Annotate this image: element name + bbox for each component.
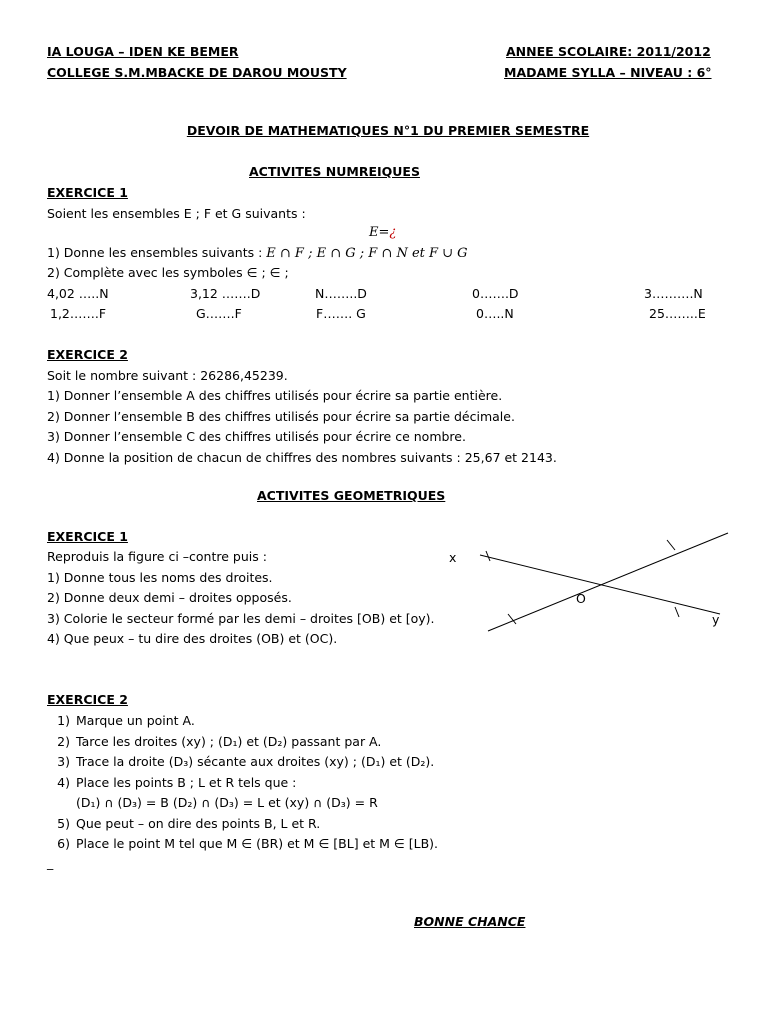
tick-mark: [667, 540, 675, 550]
list-item: [40, 816, 320, 831]
ex2-line: 2) Donner l’ensemble B des chiffres utilisés pour écrire sa partie décimale.: [47, 409, 515, 424]
figure-label-o: O: [576, 591, 586, 606]
ex2-line: 4) Donne la position de chacun de chiffres des nombres suivants : 25,67 et 2143.: [47, 450, 557, 465]
tick-mark: [486, 551, 490, 561]
header-right-line1: ANNEE SCOLAIRE: 2011/2012: [506, 44, 711, 59]
page-title: DEVOIR DE MATHEMATIQUES N°1 DU PREMIER SEMESTRE: [186, 123, 590, 138]
list-item-number: 2): [57, 734, 70, 749]
ex2-line: 1) Donner l’ensemble A des chiffres utilisés pour écrire sa partie entière.: [47, 388, 503, 403]
ex1-row1-cell3: N……..D: [315, 286, 367, 301]
list-item: [40, 713, 195, 728]
ex1-row2-cell4: 0…..N: [476, 306, 514, 321]
list-item-number: 4): [57, 775, 70, 790]
ex1-row2-cell5: 25……..E: [649, 306, 706, 321]
list-item-text: Trace la droite (D₃) sécante aux droites (xy) ; (D₁) et (D₂).: [76, 754, 435, 769]
header-left-line2: COLLEGE S.M.MBACKE DE DAROU MOUSTY: [47, 65, 347, 80]
section-numeric-heading: ACTIVITES NUMREIQUES: [249, 164, 420, 179]
stray-dash: _: [47, 855, 54, 870]
list-item-text: Que peut – on dire des points B, L et R.: [76, 816, 321, 831]
ex1-row1-cell2: 3,12 …….D: [190, 286, 261, 301]
ex2-line: 3) Donner l’ensemble C des chiffres utilisés pour écrire ce nombre.: [47, 429, 466, 444]
ex1-row2-cell3: F……. G: [316, 306, 366, 321]
ex2-line: Soit le nombre suivant : 26286,45239.: [47, 368, 288, 383]
geo1-line: 3) Colorie le secteur formé par les demi – droites [OB) et [oy).: [47, 611, 435, 626]
header-left-line1: IA LOUGA – IDEN KE BEMER: [47, 44, 239, 59]
ex1-question2: 2) Complète avec les symboles ∈ ; ∈ ;: [47, 265, 289, 280]
list-item: [40, 754, 434, 769]
geometry-figure-svg: [440, 528, 730, 638]
geo2-heading: EXERCICE 2: [47, 692, 128, 707]
ex2-heading: EXERCICE 2: [47, 347, 128, 362]
ex1-row1-cell1: 4,02 …..N: [47, 286, 109, 301]
list-item-text: Place les points B ; L et R tels que :: [76, 775, 297, 790]
list-item-number: 5): [57, 816, 70, 831]
geo1-heading: EXERCICE 1: [47, 529, 128, 544]
list-item-text: Marque un point A.: [76, 713, 195, 728]
list-item: [40, 775, 296, 790]
line-oblique: [488, 533, 728, 631]
ex1-formula-main: E=: [369, 225, 390, 240]
list-item-number: 3): [57, 754, 70, 769]
section-geometric-heading: ACTIVITES GEOMETRIQUES: [257, 488, 446, 503]
list-item-number: 1): [57, 713, 70, 728]
list-item-text: Tarce les droites (xy) ; (D₁) et (D₂) passant par A.: [76, 734, 382, 749]
ex1-row2-cell1: 1,2…….F: [50, 306, 107, 321]
ex1-heading: EXERCICE 1: [47, 185, 128, 200]
ex1-question1: [47, 245, 468, 261]
ex1-question1-text: 1) Donne les ensembles suivants :: [47, 245, 267, 260]
ex1-formula-glyph: ¿: [389, 225, 397, 240]
ex1-row1-cell4: 0…….D: [472, 286, 519, 301]
list-item: [40, 836, 438, 851]
geometry-figure: [440, 528, 730, 638]
figure-label-y: y: [712, 612, 720, 627]
geo1-line: Reproduis la figure ci –contre puis :: [47, 549, 267, 564]
list-item: [40, 795, 378, 810]
line-xy: [480, 555, 720, 614]
list-item-text: Place le point M tel que M ∈ (BR) et M ∈ [BL] et M ∈ [LB).: [76, 836, 439, 851]
ex1-question1-math: E ∩ F ; E ∩ G ; F ∩ N et F ∪ G: [266, 246, 468, 261]
ex1-intro: Soient les ensembles E ; F et G suivants :: [47, 206, 306, 221]
geo1-line: 4) Que peux – tu dire des droites (OB) et (OC).: [47, 631, 338, 646]
header-right-line2: MADAME SYLLA – NIVEAU : 6°: [504, 65, 712, 80]
tick-mark: [675, 607, 679, 617]
list-item: [40, 734, 381, 749]
list-item-text: (D₁) ∩ (D₃) = B (D₂) ∩ (D₃) = L et (xy) ∩ (D₃) = R: [76, 795, 378, 810]
list-item-number: 6): [57, 836, 70, 851]
geo1-line: 2) Donne deux demi – droites opposés.: [47, 590, 292, 605]
footer-good-luck: BONNE CHANCE: [414, 914, 526, 929]
geo1-line: 1) Donne tous les noms des droites.: [47, 570, 273, 585]
ex1-row2-cell2: G…….F: [196, 306, 242, 321]
figure-label-x: x: [449, 550, 457, 565]
ex1-formula: [369, 225, 396, 240]
ex1-row1-cell5: 3……….N: [644, 286, 703, 301]
